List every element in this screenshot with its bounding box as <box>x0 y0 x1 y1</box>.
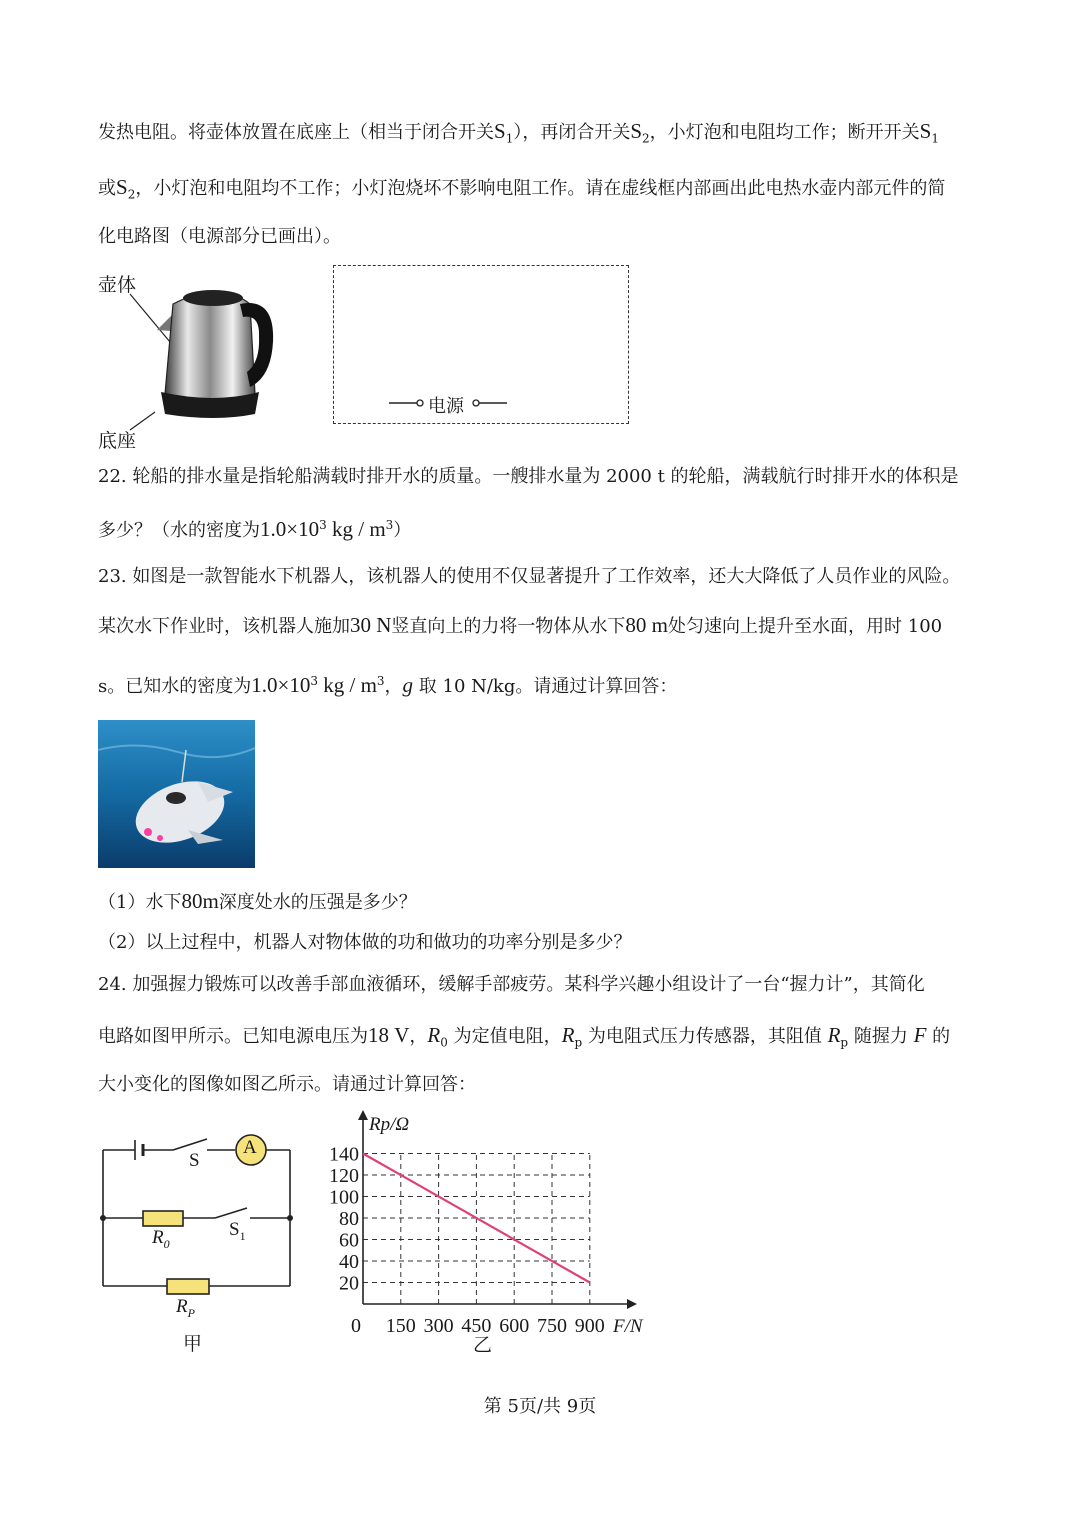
x-tick-label: 900 <box>574 1315 605 1337</box>
x-tick-label: 0 <box>351 1315 361 1337</box>
ammeter-label: A <box>243 1137 257 1158</box>
x-tick-label: 450 <box>461 1315 492 1337</box>
r0-label: $R_0$ <box>152 1227 170 1251</box>
page-footer: 第 5页/共 9页 <box>483 1396 597 1417</box>
y-tick-label: 60 <box>339 1229 359 1252</box>
y-tick-label: 100 <box>329 1186 359 1209</box>
y-axis-title: Rp/Ω <box>369 1114 410 1135</box>
kettle-label-top: 壶体 <box>98 274 137 296</box>
q21-line3: 化电路图（电源部分已画出）。 <box>98 226 341 247</box>
circuit-diagram <box>95 1130 305 1360</box>
q21-line1: 发热电阻。将壶体放置在底座上（相当于闭合开关$S_1$），再闭合开关$S_2$，小灯泡和电阻均工作；断开开关$S_1$ <box>98 119 939 146</box>
y-tick-label: 120 <box>329 1165 359 1187</box>
switch-s-label: S <box>189 1150 200 1171</box>
x-tick-label: 750 <box>537 1315 567 1337</box>
x-axis-title: F/N <box>613 1316 643 1337</box>
kettle-image <box>125 272 285 432</box>
q23-line3: s。已知水的密度为$1.0\times 10^3$ kg / $m^3$，g 取 10 N/kg。请通过计算回答： <box>98 673 678 697</box>
q22-line1: 22. 轮船的排水量是指轮船满载时排开水的质量。一艘排水量为 2000 t 的轮船，满载航行时排开水的体积是 <box>98 466 959 487</box>
q24-line2: 电路如图甲所示。已知电源电压为18 V，$R_0$ 为定值电阻，$R_p$ 为电阻式压力传感器，其阻值 $R_p$ 随握力 F 的 <box>98 1023 951 1050</box>
q23-line2: 某次水下作业时，该机器人施加30 N竖直向上的力将一物体从水下80 m处匀速向上提升至水面，用时 100 <box>98 613 943 637</box>
q23-sub1: （1）水下80m深度处水的压强是多少？ <box>98 889 417 913</box>
y-tick-label: 40 <box>339 1251 359 1273</box>
q22-line2: 多少？（水的密度为$1.0\times 10^3$ kg / $m^3$） <box>98 517 412 541</box>
underwater-robot-image <box>98 720 255 868</box>
q23-line1: 23. 如图是一款智能水下机器人，该机器人的使用不仅显著提升了工作效率，还大大降低了人员作业的风险。 <box>98 566 961 587</box>
x-tick-label: 300 <box>423 1315 454 1337</box>
q24-line1: 24. 加强握力锻炼可以改善手部血液循环，缓解手部疲劳。某科学兴趣小组设计了一台“握力计”，其简化 <box>98 974 925 995</box>
s1-label: $S_1$ <box>229 1219 246 1243</box>
kettle-label-bottom: 底座 <box>98 430 137 452</box>
circuit-caption: 甲 <box>183 1333 203 1355</box>
q21-line2: 或$S_2$，小灯泡和电阻均不工作；小灯泡烧坏不影响电阻工作。请在虚线框内部画出此电热水壶内部元件的简 <box>98 175 946 202</box>
resistance-force-graph <box>315 1108 660 1358</box>
power-source-label: 电源 <box>428 396 464 417</box>
q23-sub2: （2）以上过程中，机器人对物体做的功和做功的功率分别是多少？ <box>98 932 632 953</box>
rp-label: $R_P$ <box>176 1296 195 1320</box>
y-tick-label: 20 <box>339 1272 359 1295</box>
q24-line3: 大小变化的图像如图乙所示。请通过计算回答： <box>98 1074 476 1095</box>
y-tick-label: 140 <box>329 1143 359 1166</box>
y-tick-label: 80 <box>339 1208 359 1230</box>
x-axis-arrow <box>627 1299 637 1309</box>
x-tick-label: 150 <box>385 1315 416 1337</box>
y-axis-arrow <box>358 1110 368 1120</box>
graph-caption: 乙 <box>473 1334 493 1356</box>
x-tick-label: 600 <box>499 1315 530 1337</box>
